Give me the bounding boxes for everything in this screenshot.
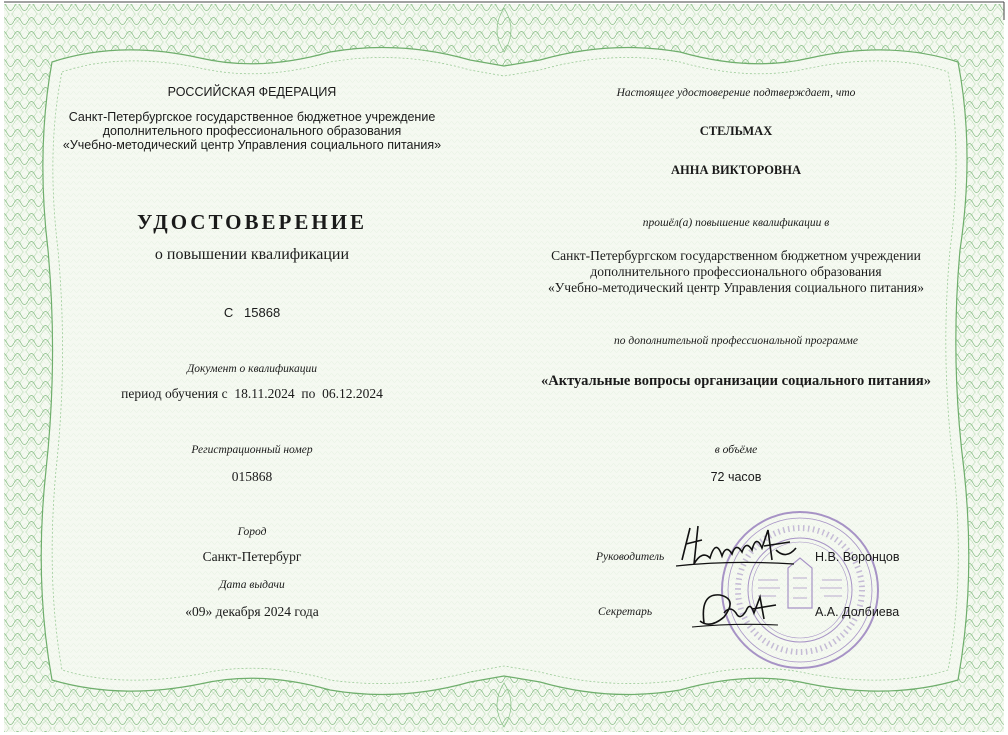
doc-qualification-label: Документ о квалификации <box>186 363 318 375</box>
volume-hours: 72 часов <box>710 470 762 484</box>
secretary-label: Секретарь <box>598 606 653 618</box>
issue-date: «09» декабря 2024 года <box>185 604 319 619</box>
issue-date-label: Дата выдачи <box>219 579 285 591</box>
org-line-2: дополнительного профессионального образования <box>102 124 402 138</box>
head-label: Руководитель <box>596 551 665 563</box>
program-label: по дополнительной профессиональной программе <box>614 335 858 347</box>
secretary-name: А.А. Долбиева <box>815 605 900 619</box>
holder-surname: СТЕЛЬМАХ <box>699 124 773 138</box>
reg-number: 015868 <box>231 469 273 484</box>
city: Санкт-Петербург <box>202 549 302 564</box>
study-period: период обучения с 18.11.2024 по 06.12.2024 <box>121 386 383 401</box>
org-line-1: Санкт-Петербургское государственное бюджетное учреждение <box>68 110 436 124</box>
passed-text: прошёл(а) повышение квалификации в <box>642 217 830 229</box>
document-title: УДОСТОВЕРЕНИЕ <box>136 210 368 234</box>
head-name: Н.В. Воронцов <box>815 550 900 564</box>
volume-label: в объёме <box>714 444 758 456</box>
confirm-text: Настоящее удостоверение подтверждает, что <box>616 87 856 99</box>
org-line-3: «Учебно-методический центр Управления социального питания» <box>62 138 442 152</box>
reg-number-label: Регистрационный номер <box>191 444 313 456</box>
right-org-line-1: Санкт-Петербургском государственном бюджетном учреждении <box>551 248 921 263</box>
program-title: «Актуальные вопросы организации социального питания» <box>541 373 931 389</box>
right-org-line-2: дополнительного профессионального образования <box>590 264 882 279</box>
city-label: Город <box>237 526 267 538</box>
country-name: РОССИЙСКАЯ ФЕДЕРАЦИЯ <box>167 85 337 99</box>
holder-name: АННА ВИКТОРОВНА <box>670 163 802 177</box>
document-subtitle: о повышении квалификации <box>154 246 350 263</box>
right-page <box>504 0 1008 735</box>
right-org-line-3: «Учебно-методический центр Управления социального питания» <box>548 280 924 295</box>
series-number: С 15868 <box>223 305 281 320</box>
